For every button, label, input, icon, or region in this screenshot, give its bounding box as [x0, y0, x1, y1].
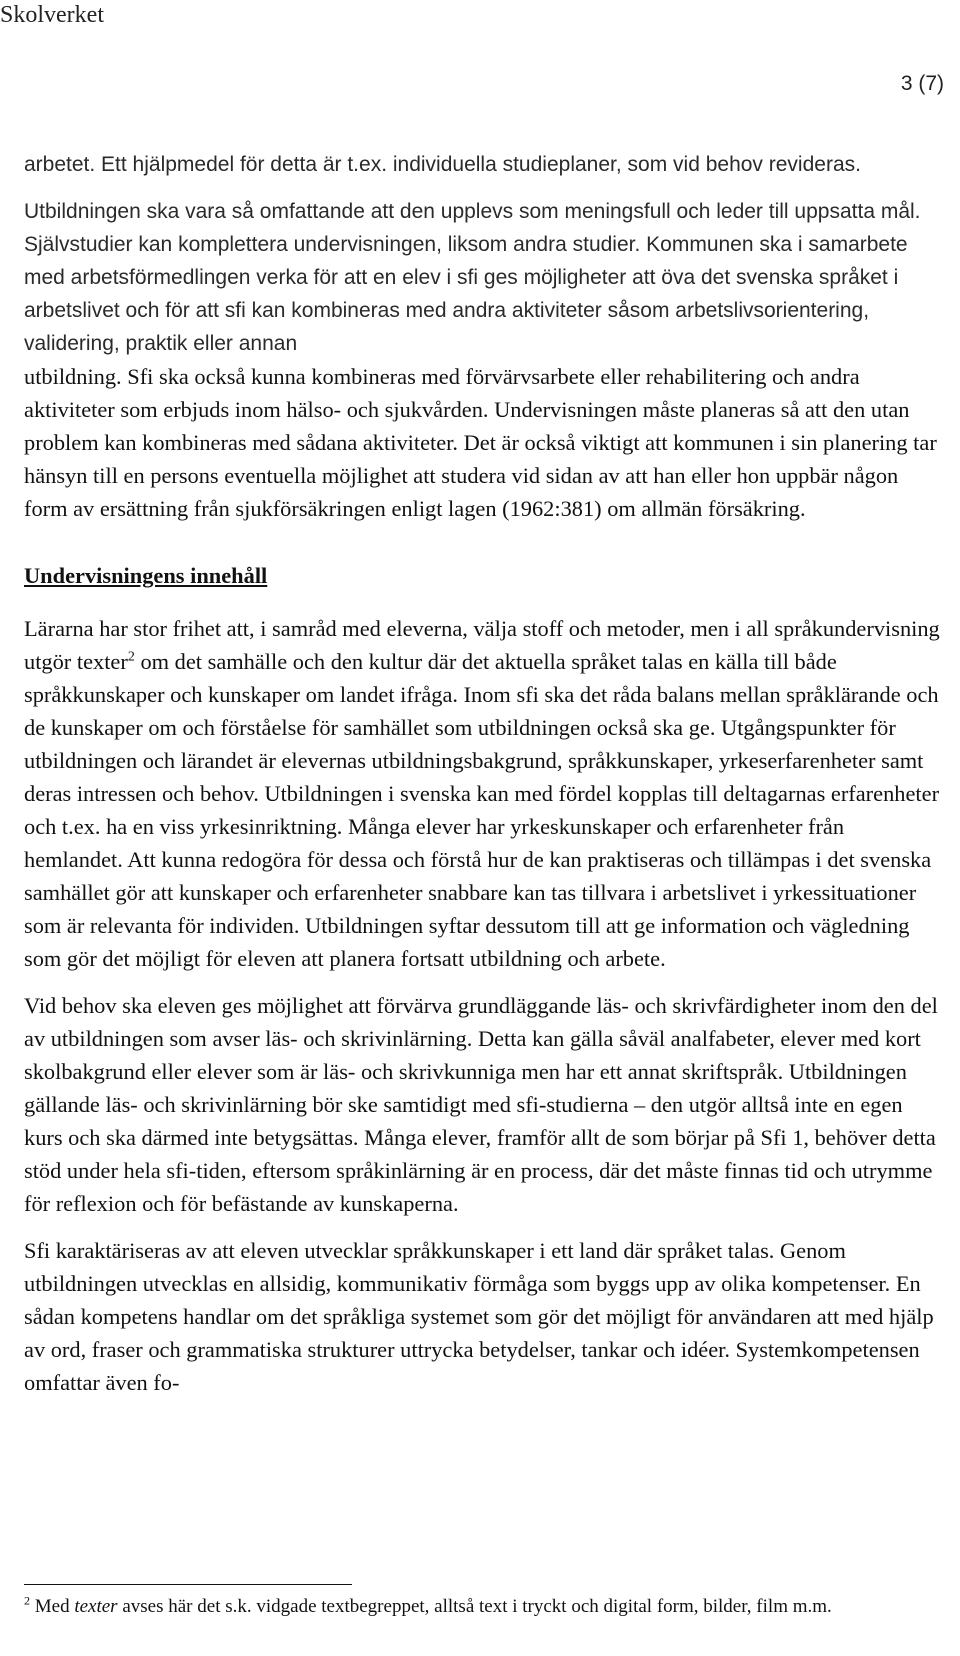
section-paragraph-3: Sfi karaktäriseras av att eleven utvecklar språkkunskaper i ett land där språket talas. Genom utbildningen utvecklas en allsidig, kommunikativ förmåga som byggs upp av olika kompetenser. En sådan kompetens handlar om det språkliga systemet som gör det möjligt för användaren att med hjälp av ord, fraser och grammatiska strukturer uttrycka betydelser, tankar och idéer. Systemkompetensen omfattar även fo-: [24, 1238, 934, 1395]
footnote-italic-term: texter: [74, 1596, 118, 1617]
footnote-reference: 2: [127, 649, 135, 665]
section-paragraph-1: [24, 612, 944, 975]
footnote: [24, 1594, 924, 1620]
agency-name: Skolverket: [0, 2, 104, 28]
section-paragraph-1-end: om det samhälle och den kultur där det aktuella språket talas en källa till både språkkunskaper och kunskaper om landet ifråga. Inom sfi ska det råda balans mellan språklärande och de kunskaper om och förståelse för samhället som utbildningen också ska ge. Utgångspunkter för utbildningen och lärandet är elevernas utbildningsbakgrund, språkkunskaper, yrkeserfarenheter samt deras intressen och behov. Utbildningen i svenska kan med fördel kopplas till deltagarnas erfarenheter och t.ex. ha en viss yrkesinriktning. Många elever har yrkeskunskaper och erfarenheter från hemlandet. Att kunna redogöra för dessa och förstå hur de kan praktiseras och tillämpas i det svenska samhället gör att kunskaper och erfarenheter snabbare kan tas tillvara i arbetslivet i yrkessituationer som är relevanta för individen. Utbildningen syftar dessutom till att ge information och vägledning som gör det möjligt för eleven att planera fortsatt utbildning och arbete.: [24, 649, 940, 971]
body-text: [24, 148, 944, 1399]
intro-paragraph-1: arbetet. Ett hjälpmedel för detta är t.ex. individuella studieplaner, som vid behov revideras.: [24, 153, 861, 176]
intro-paragraph-3: utbildning. Sfi ska också kunna kombineras med förvärvsarbete eller rehabilitering och andra aktiviteter som erbjuds inom hälso- och sjukvården. Undervisningen måste planeras så att den utan problem kan kombineras med sådana aktiviteter. Det är också viktigt att kommunen i sin planering tar hänsyn till en persons eventuella möjlighet att studera vid sidan av att han eller hon uppbär någon form av ersättning från sjukförsäkringen enligt lagen (1962:381) om allmän försäkring.: [24, 364, 937, 521]
section-paragraph-2: Vid behov ska eleven ges möjlighet att förvärva grundläggande läs- och skrivfärdigheter inom den del av utbildningen som avser läs- och skrivinlärning. Detta kan gälla såväl analfabeter, elever med kort skolbakgrund eller elever som är läs- och skrivkunniga men har ett annat skriftspråk. Utbildningen gällande läs- och skrivinlärning bör ske samtidigt med sfi-studierna – den utgör alltså inte en egen kurs och ska därmed inte betygsättas. Många elever, framför allt de som börjar på Sfi 1, behöver detta stöd under hela sfi-tiden, eftersom språkinlärning är en process, där det måste finnas tid och utrymme för reflexion och för befästande av kunskaperna.: [24, 993, 938, 1216]
footnote-number: 2: [24, 1593, 30, 1608]
footnote-text-end: avses här det s.k. vidgade textbegreppet, alltså text i tryckt och digital form, bilder, film m.m.: [117, 1596, 832, 1617]
section-heading: Undervisningens innehåll: [24, 563, 268, 588]
intro-paragraph-2: Utbildningen ska vara så omfattande att den upplevs som meningsfull och leder till uppsatta mål. Självstudier kan komplettera undervisningen, liksom andra studier. Kommunen ska i samarbete med arbetsförmedlingen verka för att en elev i sfi ges möjligheter att öva det svenska språket i arbetslivet och för att sfi kan kombineras med andra aktiviteter såsom arbetslivsorientering, validering, praktik eller annan: [24, 200, 921, 355]
section-paragraph-1-start: Lärarna har stor frihet att, i samråd med eleverna, välja stoff och metoder, men i all språkundervisning utgör texter: [24, 616, 940, 674]
footnote-divider: [24, 1584, 352, 1585]
footnote-text-start: Med: [30, 1596, 75, 1617]
page-number: 3 (7): [900, 72, 944, 95]
